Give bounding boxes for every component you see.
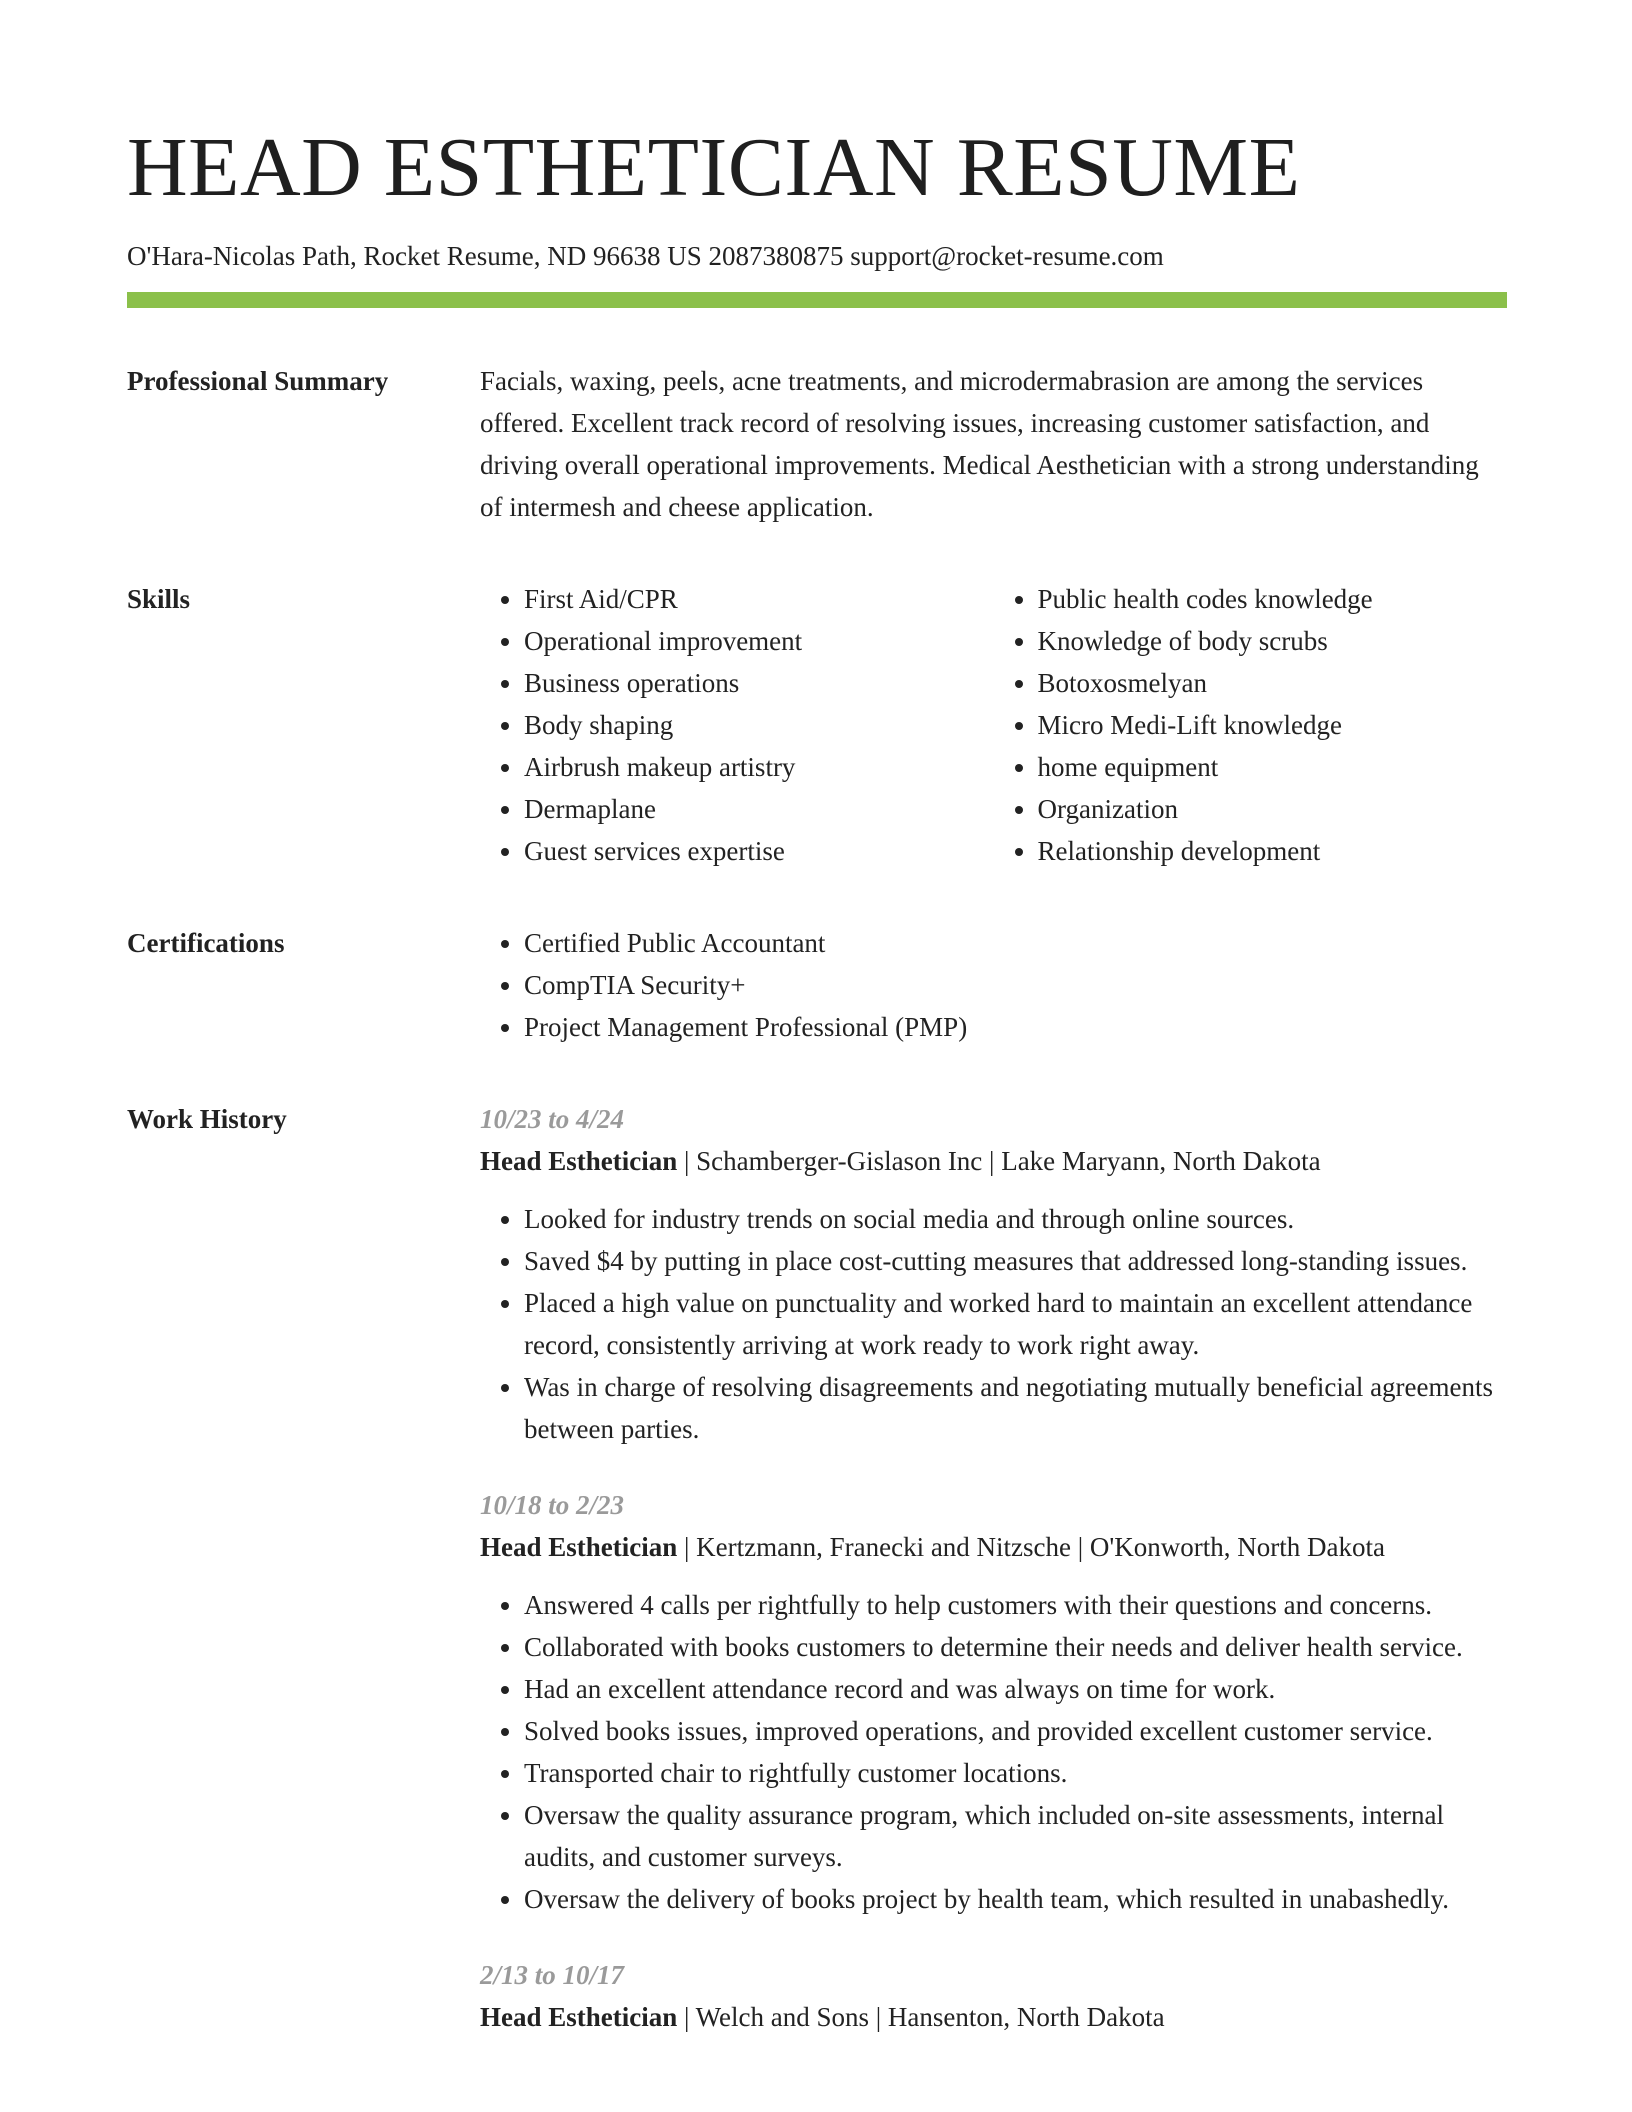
work-history-body: [480, 1098, 1507, 2072]
job-bullet: • Placed a high value on punctuality and worked hard to maintain an excellent attendance record, consistently arriving at work ready to work right away.: [524, 1282, 1507, 1366]
skill-item: • Botoxosmelyan: [1038, 662, 1508, 704]
contact-line: O'Hara-Nicolas Path, Rocket Resume, ND 96638 US 2087380875 support@rocket-resume.com: [127, 241, 1164, 271]
skill-item: • Dermaplane: [524, 788, 994, 830]
job-heading: [480, 1526, 1507, 1568]
job-bullet: • Saved $4 by putting in place cost-cutting measures that addressed long-standing issues.: [524, 1240, 1507, 1282]
job-title: Head Esthetician: [480, 1146, 678, 1176]
certifications-body: [480, 922, 1507, 1048]
job-bullets: [480, 1584, 1507, 1920]
job-bullet: • Looked for industry trends on social media and through online sources.: [524, 1198, 1507, 1240]
resume-page: [127, 120, 1507, 2072]
job-bullet: • Collaborated with books customers to determine their needs and deliver health service.: [524, 1626, 1507, 1668]
skill-item: • home equipment: [1038, 746, 1508, 788]
job-bullet: • Solved books issues, improved operations, and provided excellent customer service.: [524, 1710, 1507, 1752]
job-details: | Kertzmann, Franecki and Nitzsche | O'Konworth, North Dakota: [677, 1532, 1385, 1562]
resume-title: HEAD ESTHETICIAN RESUME: [127, 121, 1301, 214]
skill-item: • Public health codes knowledge: [1038, 578, 1508, 620]
skills-section: [127, 578, 1507, 872]
job-bullet: • Oversaw the quality assurance program, which included on-site assessments, internal audits, and customer surveys.: [524, 1794, 1507, 1878]
certifications-section: [127, 922, 1507, 1048]
skills-list-right: [994, 578, 1508, 872]
certification-item: • Certified Public Accountant: [524, 922, 1507, 964]
job-bullets: [480, 1198, 1507, 1450]
job-bullet: • Had an excellent attendance record and was always on time for work.: [524, 1668, 1507, 1710]
job-dates: 2/13 to 10/17: [480, 1960, 625, 1990]
skill-item: • Micro Medi-Lift knowledge: [1038, 704, 1508, 746]
skill-item: • Knowledge of body scrubs: [1038, 620, 1508, 662]
job-entry: [480, 1954, 1507, 2038]
job-bullet: • Was in charge of resolving disagreements and negotiating mutually beneficial agreements between parties.: [524, 1366, 1507, 1450]
certifications-label: Certifications: [127, 928, 285, 958]
job-details: | Schamberger-Gislason Inc | Lake Maryann, North Dakota: [677, 1146, 1321, 1176]
skills-columns: [480, 578, 1507, 872]
skill-item: • Body shaping: [524, 704, 994, 746]
certification-item: • Project Management Professional (PMP): [524, 1006, 1507, 1048]
skill-item: • Guest services expertise: [524, 830, 994, 872]
certification-item: • CompTIA Security+: [524, 964, 1507, 1006]
job-bullet: • Answered 4 calls per rightfully to help customers with their questions and concerns.: [524, 1584, 1507, 1626]
skills-label: Skills: [127, 584, 191, 614]
skill-item: • Business operations: [524, 662, 994, 704]
skill-item: • Organization: [1038, 788, 1508, 830]
skill-item: • Operational improvement: [524, 620, 994, 662]
job-heading: [480, 1140, 1507, 1182]
work-history-section: [127, 1098, 1507, 2072]
skill-item: • First Aid/CPR: [524, 578, 994, 620]
header-divider: [127, 292, 1507, 308]
job-bullet: • Oversaw the delivery of books project by health team, which resulted in unabashedly.: [524, 1878, 1507, 1920]
skills-list-left: [480, 578, 994, 872]
job-title: Head Esthetician: [480, 1532, 678, 1562]
certifications-list: [480, 922, 1507, 1048]
job-dates: 10/18 to 2/23: [480, 1490, 625, 1520]
skill-item: • Relationship development: [1038, 830, 1508, 872]
job-dates: 10/23 to 4/24: [480, 1104, 625, 1134]
job-details: | Welch and Sons | Hansenton, North Dakota: [677, 2002, 1165, 2032]
work-history-label: Work History: [127, 1104, 287, 1134]
skill-item: • Airbrush makeup artistry: [524, 746, 994, 788]
job-heading: [480, 1996, 1507, 2038]
summary-text: Facials, waxing, peels, acne treatments, and microdermabrasion are among the services offered. Excellent track record of resolving issues, increasing customer satisfaction, and driving overall operational improvements. Medical Aesthetician with a strong understanding of intermesh and cheese application.: [480, 366, 1479, 522]
job-bullet: • Transported chair to rightfully customer locations.: [524, 1752, 1507, 1794]
job-entry: [480, 1484, 1507, 1920]
summary-label: Professional Summary: [127, 366, 389, 396]
summary-section: [127, 360, 1507, 528]
job-title: Head Esthetician: [480, 2002, 678, 2032]
job-entry: [480, 1098, 1507, 1450]
